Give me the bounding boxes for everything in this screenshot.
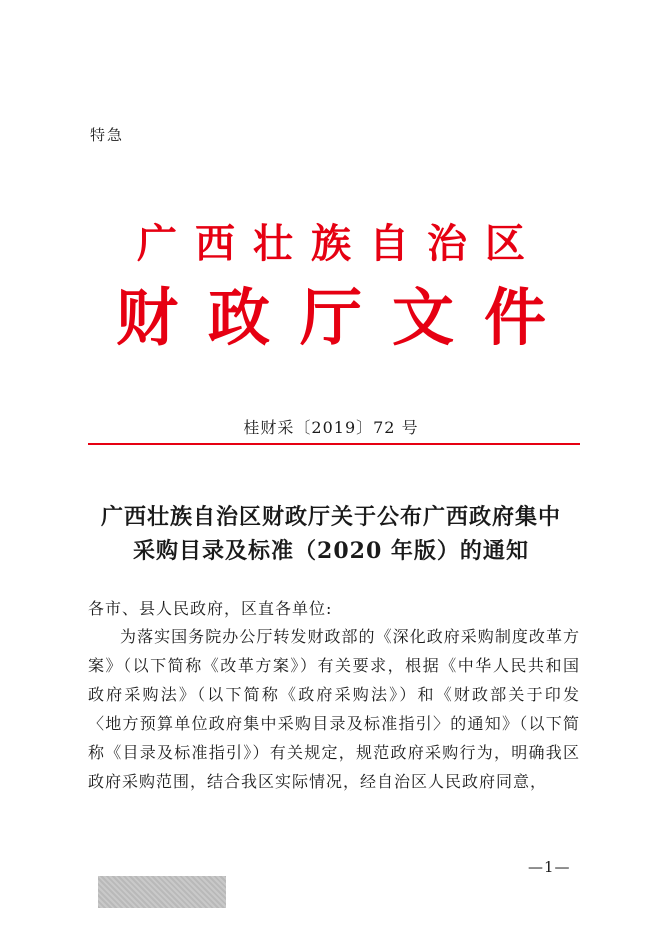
document-title [60, 500, 602, 568]
redaction-block [98, 876, 226, 908]
document-title-line2: 采购目录及标准（2020 年版）的通知 [133, 538, 529, 564]
document-number: 桂财采〔2019〕72 号 [243, 418, 419, 437]
body-text: 为落实国务院办公厅转发财政部的《深化政府采购制度改革方案》（以下简称《改革方案》）有关要求，根据《中华人民共和国政府采购法》（以下简称《政府采购法》）和《财政部关于印发〈地方预算单位政府集中采购目录及标准指引〉的通知》（以下简称《目录及标准指引》）有关规定，规范政府采购行为，明确我区政府采购范围，结合我区实际情况，经自治区人民政府同意， [88, 627, 580, 791]
red-divider-line [88, 443, 580, 445]
salutation: 各市、县人民政府，区直各单位: [88, 599, 333, 618]
document-type-heading: 财政厅文件 [115, 281, 576, 354]
document-title-line1: 广西壮族自治区财政厅关于公布广西政府集中 [100, 504, 561, 530]
page-number: —1— [528, 858, 571, 876]
body-paragraph [88, 622, 580, 796]
urgency-label: 特急 [90, 126, 125, 144]
issuer-name: 广西壮族自治区 [137, 220, 543, 267]
